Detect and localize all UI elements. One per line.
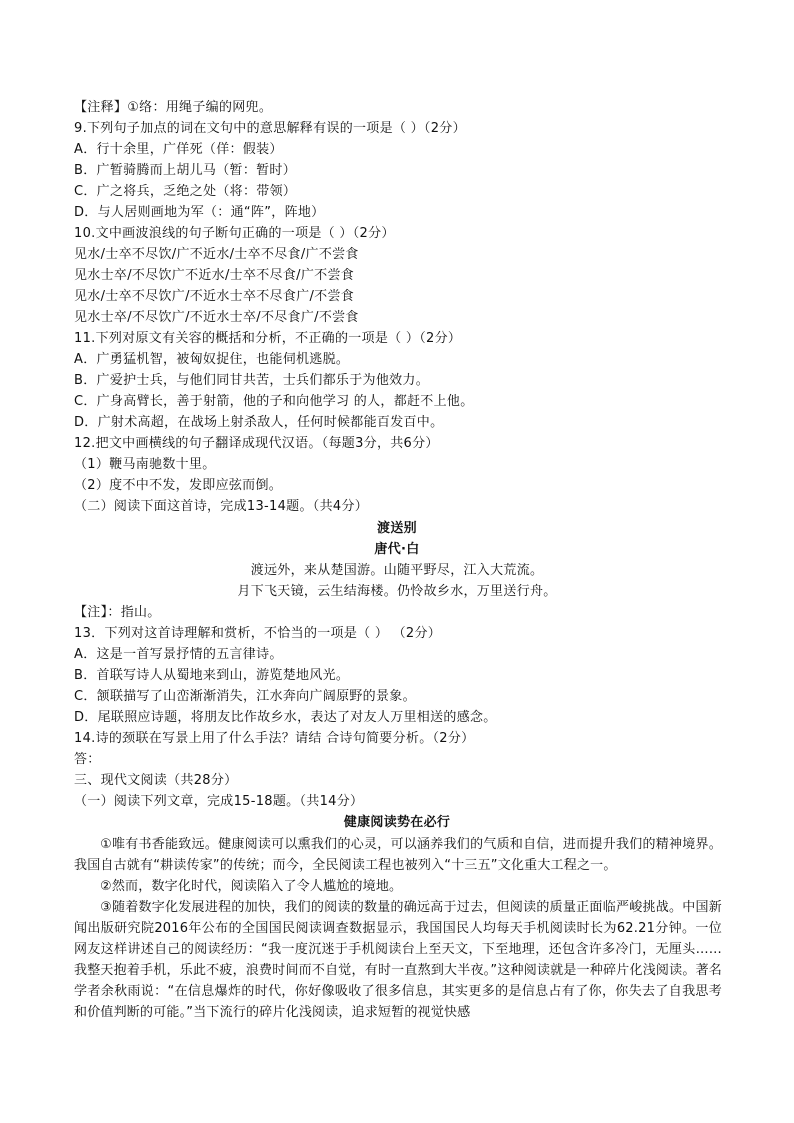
option-9c: C．广之将兵，乏绝之处（将：带领） (74, 184, 297, 199)
section-2-heading: （二）阅读下面这首诗，完成13-14题。（共4分） (74, 499, 369, 514)
paragraph-3-text: ③随着数字化发展进程的加快，我们的阅读的数量的确远高于过去，但阅读的质量正面临严峻挑战。中国新闻出版研究院2016年公布的全国国民阅读调查数据显示，我国国民人均每天手机阅读时长为62.21分钟。一位网友这样讲述自己的阅读经历：“我一度沉迷于手机阅读台上至天文，下至地理，还包含许多冷门，无厘头……我整天抱着手机，乐此不疲，浪费时间而不自觉，有时一直熬到大半夜。”这种阅读就是一种碎片化浅阅读。著名学者余秋雨说：“在信息爆炸的时代，你好像吸收了很多信息，其实更多的是信息占有了你，你失去了自我思考和价值判断的可能。”当下流行的碎片化浅阅读，追求短暂的视觉快感 (74, 900, 722, 1020)
option-11b: B．广爱护士兵，与他们同甘共苦，士兵们都乐于为他效力。 (74, 373, 430, 388)
question-9: 9.下列句子加点的词在文句中的意思解释有误的一项是（ ）（2分） (74, 121, 466, 136)
question-14: 14.诗的颈联在写景上用了什么手法？请结 合诗句简要分析。（2分） (74, 731, 475, 746)
option-9b: B．广暂骑腾而上胡儿马（暂：暂时） (74, 163, 297, 178)
annotation-note: 【注释】①络：用绳子编的网兜。 (74, 100, 273, 115)
option-11c: C．广身高臂长，善于射箭，他的子和向他学习 的人，都赶不上他。 (74, 394, 474, 409)
poem-title: 渡送别 (377, 521, 417, 536)
question-10: 10.文中画波浪线的句子断句正确的一项是（ ）（2分） (74, 226, 395, 241)
paragraph-2-text: ②然而，数字化时代，阅读陷入了令人尴尬的境地。 (100, 879, 403, 894)
section-3-1-heading: （一）阅读下列文章，完成15-18题。（共14分） (74, 794, 364, 809)
option-13b: B．首联写诗人从蜀地来到山，游览楚地风光。 (74, 668, 350, 683)
article-title: 健康阅读势在必行 (343, 815, 451, 830)
option-13a: A．这是一首写景抒情的五言律诗。 (74, 647, 283, 662)
article-paragraph-1 (74, 834, 722, 876)
option-10b: 见水士卒/不尽饮广不近水/士卒不尽食/广不尝食 (74, 268, 355, 283)
answer-label: 答： (74, 752, 101, 767)
poem-line-2: 月下飞天镜，云生结海楼。仍怜故乡水，万里送行舟。 (237, 584, 557, 599)
poem-line-1: 渡远外，来从楚国游。山随平野尽，江入大荒流。 (250, 563, 544, 578)
article-paragraph-2 (74, 876, 722, 897)
question-12-part1: （1）鞭马南驰数十里。 (74, 457, 216, 472)
article-paragraph-3 (74, 897, 722, 1023)
question-11: 11.下列对原文有关容的概括和分析，不正确的一项是（ ）（2分） (74, 331, 462, 346)
poem-author: 唐代·白 (374, 542, 420, 557)
section-3-heading: 三、现代文阅读（共28分） (74, 773, 238, 788)
option-10a: 见水/士卒不尽饮/广不近水/士卒不尽食/广不尝食 (74, 247, 359, 262)
option-11a: A．广勇猛机智，被匈奴捉住，也能伺机逃脱。 (74, 352, 350, 367)
question-12: 12.把文中画横线的句子翻译成现代汉语。（每题3分，共6分） (74, 436, 439, 451)
option-11d: D．广射术高超，在战场上射杀敌人，任何时候都能百发百中。 (74, 415, 444, 430)
option-13c: C．颔联描写了山峦渐渐消失，江水奔向广阔原野的景象。 (74, 689, 416, 704)
option-10d: 见水士卒/不尽饮广/不近水士卒/不尽食广/不尝食 (74, 310, 359, 325)
paragraph-1-text: ①唯有书香能致远。健康阅读可以熏我们的心灵，可以涵养我们的气质和自信，进而提升我们的精神境界。我国自古就有“耕读传家”的传统；而今，全民阅读工程也被列入“十三五”文化重大工程之一。 (74, 837, 722, 873)
poem-note: 【注】：指山。 (74, 605, 161, 620)
question-13: 13．下列对这首诗理解和赏析，不恰当的一项是（ ） （2分） (74, 626, 442, 641)
option-13d: D．尾联照应诗题，将朋友比作故乡水，表达了对友人万里相送的感念。 (74, 710, 497, 725)
option-10c: 见水/士卒不尽饮广/不近水士卒不尽食广/不尝食 (74, 289, 355, 304)
option-9d: D．与人居则画地为军（：通“阵”，阵地） (74, 205, 325, 220)
question-12-part2: （2）度不中不发，发即应弦而倒。 (74, 478, 283, 493)
option-9a: A．行十余里，广佯死（佯：假装） (74, 142, 283, 157)
